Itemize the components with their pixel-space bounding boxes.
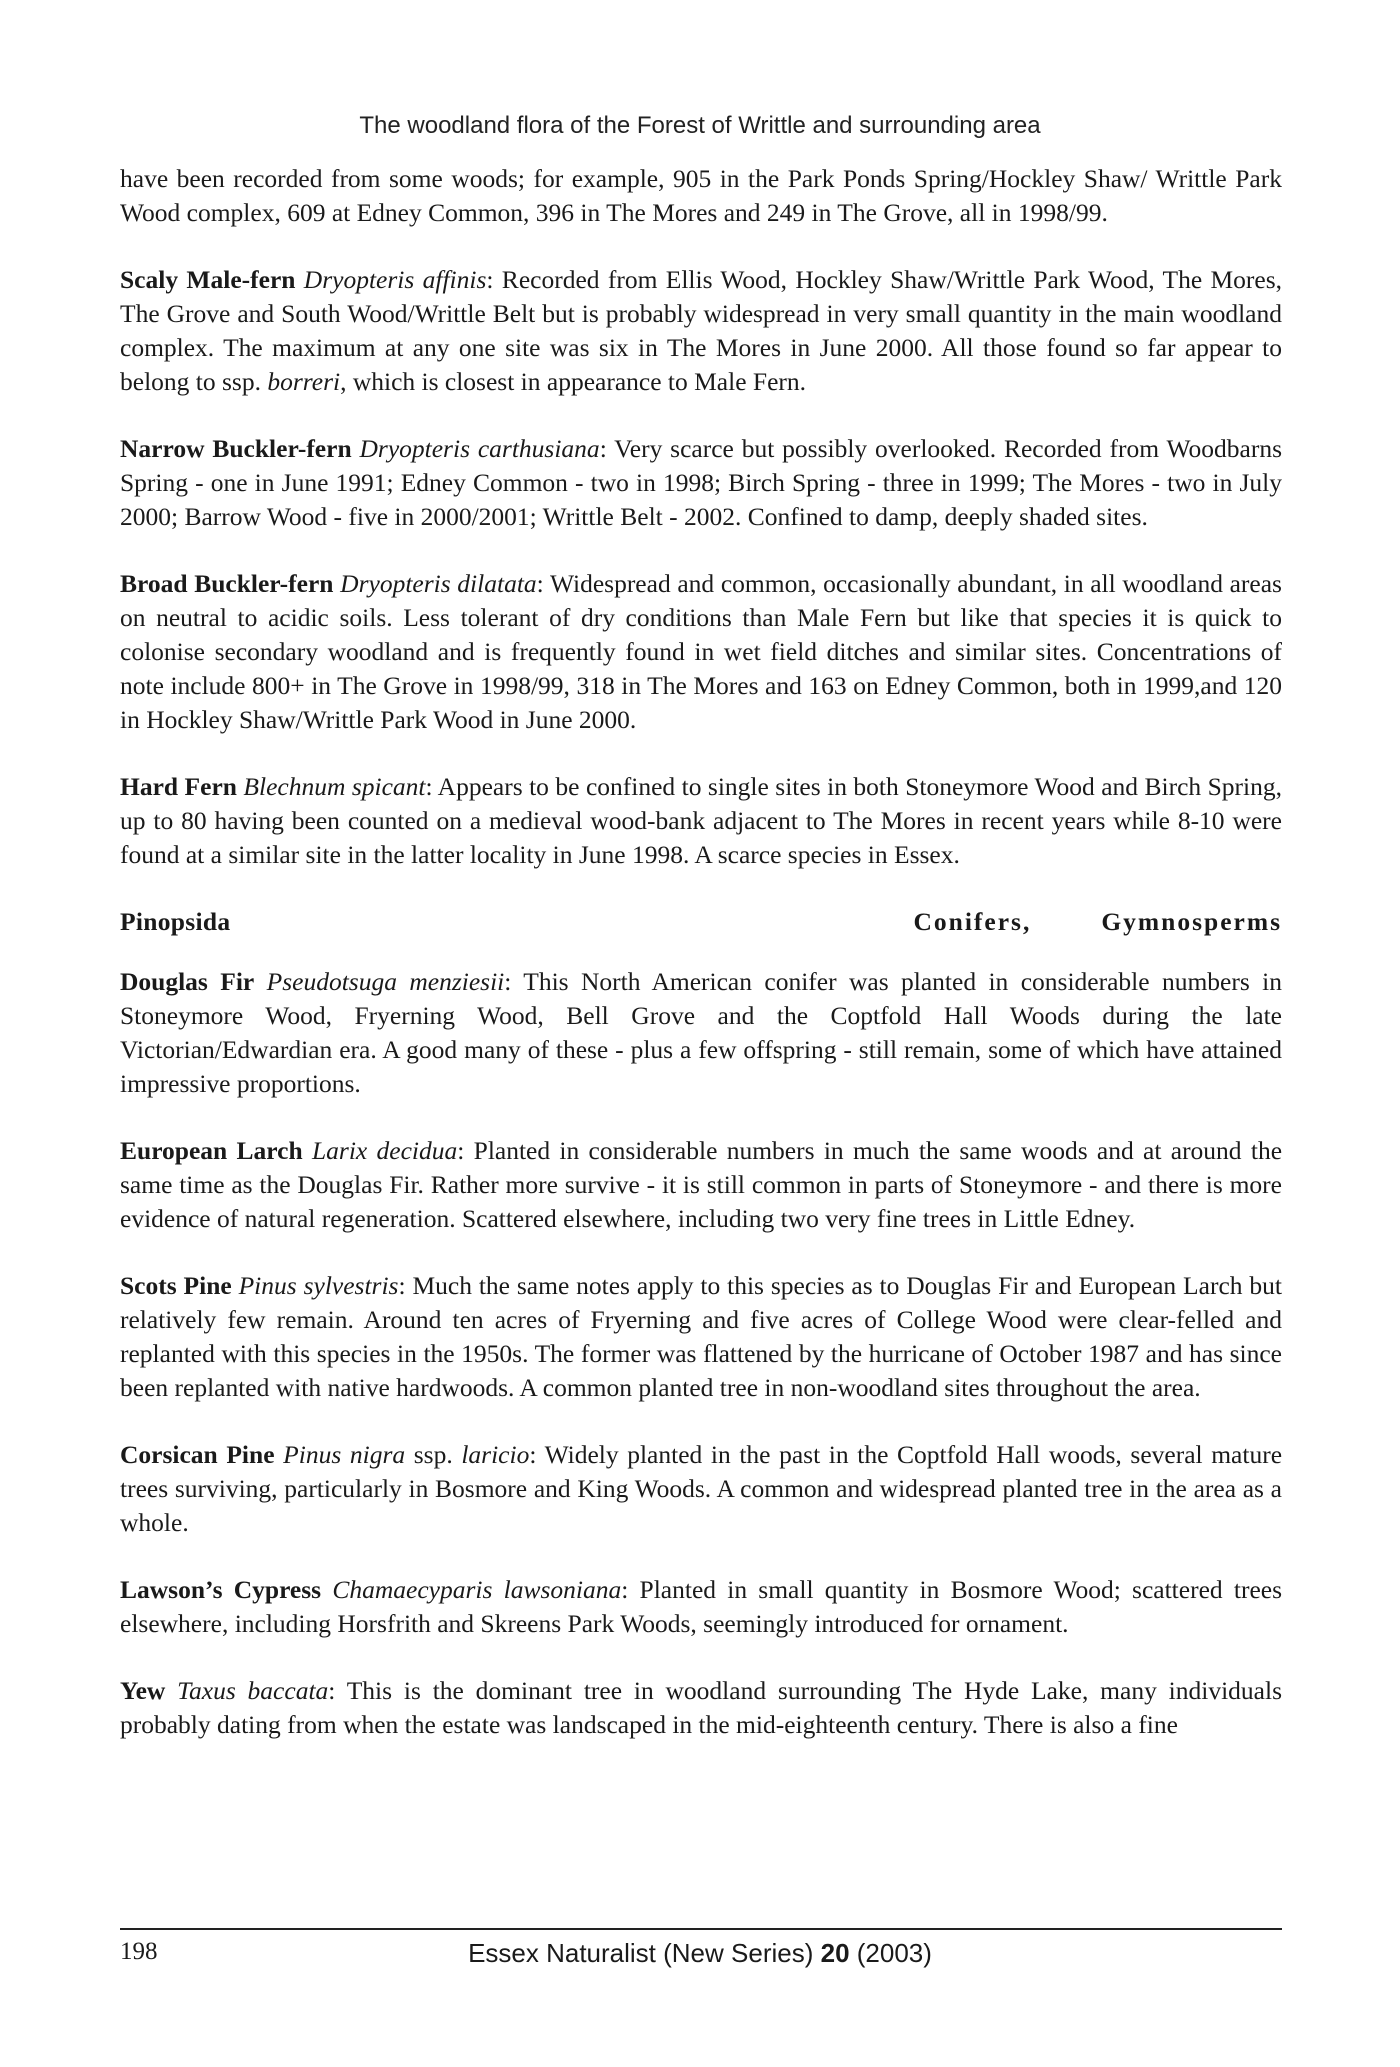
species-text: : Planted in small quantity in Bosmore Wood; scattered trees elsewhere, including Horsfrith and Skreens Park Woods, seemingly introduced for ornament. <box>120 1575 1283 1638</box>
entry-scaly-male-fern <box>120 263 1282 399</box>
entry-scots-pine <box>120 1269 1282 1405</box>
species-latin-name: Taxus baccata <box>177 1676 329 1705</box>
footer-rule <box>120 1928 1282 1930</box>
subspecies-name: borreri <box>267 367 341 396</box>
entry-yew <box>120 1674 1282 1742</box>
species-latin-name: Larix decidua <box>311 1136 458 1165</box>
species-common-name: Douglas Fir <box>120 967 255 996</box>
species-common-name: European Larch <box>120 1136 303 1165</box>
species-latin-name: Blechnum spicant <box>243 772 426 801</box>
entry-european-larch <box>120 1134 1282 1236</box>
entry-hard-fern <box>120 770 1282 872</box>
species-common-name: Scaly Male-fern <box>120 265 296 294</box>
species-text: : Widespread and common, occasionally abundant, in all woodland areas on neutral to acidic soils. Less tolerant of dry conditions than Male Fern but like that species it is quick to colonise secondary woodland and is frequently found in wet field ditches and similar sites. Concentrations of note include 800+ in The Grove in 1998/99, 318 in The Mores and 163 on Edney Common, both in 1999,and 120 in Hockley Shaw/Writtle Park Wood in June 2000. <box>120 569 1282 734</box>
species-latin-name: Pseudotsuga menziesii <box>266 967 505 996</box>
entry-corsican-pine <box>120 1438 1282 1540</box>
species-latin-name: Dryopteris carthusiana <box>359 434 600 463</box>
species-common-name: Hard Fern <box>120 772 237 801</box>
body-text <box>120 162 1282 1742</box>
journal-name: Essex Naturalist (New Series) <box>468 1938 821 1968</box>
species-text: , which is closest in appearance to Male Fern. <box>340 367 807 396</box>
journal-citation <box>0 1938 1400 1969</box>
species-text: : Very scarce but possibly overlooked. Recorded from Woodbarns Spring - one in June 1991; Edney Common - two in 1998; Birch Spring - three in 1999; The Mores - two in July 2000; Barrow Wood - five in 2000/2001; Writtle Belt - 2002. Confined to damp, deeply shaded sites. <box>120 434 1282 531</box>
species-common-name: Narrow Buckler-fern <box>120 434 352 463</box>
species-text: : Widely planted in the past in the Coptfold Hall woods, several mature trees surviving, particularly in Bosmore and King Woods. A common and widespread planted tree in the area as a whole. <box>120 1440 1283 1537</box>
species-common-name: Yew <box>120 1676 166 1705</box>
species-text: : Recorded from Ellis Wood, Hockley Shaw/Writtle Park Wood, The Mores, The Grove and South Wood/Writtle Belt but is probably widespread in very small quantity in the main woodland complex. The maximum at any one site was six in The Mores in June 2000. All those found so far appear to belong to ssp. <box>120 265 1283 396</box>
species-latin-name: Pinus nigra <box>283 1440 406 1469</box>
species-text: : Planted in considerable numbers in much the same woods and at around the same time as the Douglas Fir. Rather more survive - it is still common in parts of Stoneymore - and there is more evidence of natural regeneration. Scattered elsewhere, including two very fine trees in Little Edney. <box>120 1136 1283 1233</box>
section-heading-left: Pinopsida <box>120 907 231 936</box>
species-common-name: Corsican Pine <box>120 1440 275 1469</box>
subspecies-name: laricio <box>461 1440 530 1469</box>
species-common-name: Broad Buckler-fern <box>120 569 334 598</box>
species-text: : Appears to be confined to single sites in both Stoneymore Wood and Birch Spring, up to 80 having been counted on a medieval wood-bank adjacent to The Mores in recent years while 8-10 were found at a similar site in the latter locality in June 1998. A scarce species in Essex. <box>120 772 1282 869</box>
page-number: 198 <box>120 1938 158 1965</box>
entry-douglas-fir <box>120 965 1282 1101</box>
section-heading-right-2: Gymnosperms <box>1101 907 1282 936</box>
species-latin-name: Dryopteris affinis <box>303 265 487 294</box>
species-common-name: Lawson’s Cypress <box>120 1575 322 1604</box>
entry-broad-buckler-fern <box>120 567 1282 737</box>
species-latin-name: Pinus sylvestris <box>238 1271 399 1300</box>
journal-volume: 20 <box>820 1938 850 1968</box>
journal-year: (2003) <box>849 1938 932 1968</box>
species-common-name: Scots Pine <box>120 1271 232 1300</box>
species-latin-name: Dryopteris dilatata <box>340 569 537 598</box>
section-heading <box>120 905 1282 939</box>
species-text: ssp. <box>405 1440 462 1469</box>
intro-paragraph: have been recorded from some woods; for example, 905 in the Park Ponds Spring/Hockley Shaw/ Writtle Park Wood complex, 609 at Edney Common, 396 in The Mores and 249 in The Grove, all in 1998/99. <box>120 164 1282 227</box>
species-latin-name: Chamaecyparis lawsoniana <box>332 1575 622 1604</box>
species-text: : This is the dominant tree in woodland surrounding The Hyde Lake, many individuals probably dating from when the estate was landscaped in the mid-eighteenth century. There is also a fine <box>120 1676 1282 1739</box>
section-heading-right <box>913 905 1282 939</box>
entry-lawsons-cypress <box>120 1573 1282 1641</box>
species-text: : This North American conifer was planted in considerable numbers in Stoneymore Wood, Fryerning Wood, Bell Grove and the Coptfold Hall Woods during the late Victorian/Edwardian era. A good many of these - plus a few offspring - still remain, some of which have attained impressive proportions. <box>120 967 1282 1098</box>
species-text: : Much the same notes apply to this species as to Douglas Fir and European Larch but relatively few remain. Around ten acres of Fryerning and five acres of College Wood were clear-felled and replanted with this species in the 1950s. The former was flattened by the hurricane of October 1987 and has since been replanted with native hardwoods. A common planted tree in non-woodland sites throughout the area. <box>120 1271 1282 1402</box>
entry-narrow-buckler-fern <box>120 432 1282 534</box>
running-title: The woodland flora of the Forest of Writtle and surrounding area <box>359 112 1041 139</box>
section-heading-right-1: Conifers, <box>913 907 1032 936</box>
